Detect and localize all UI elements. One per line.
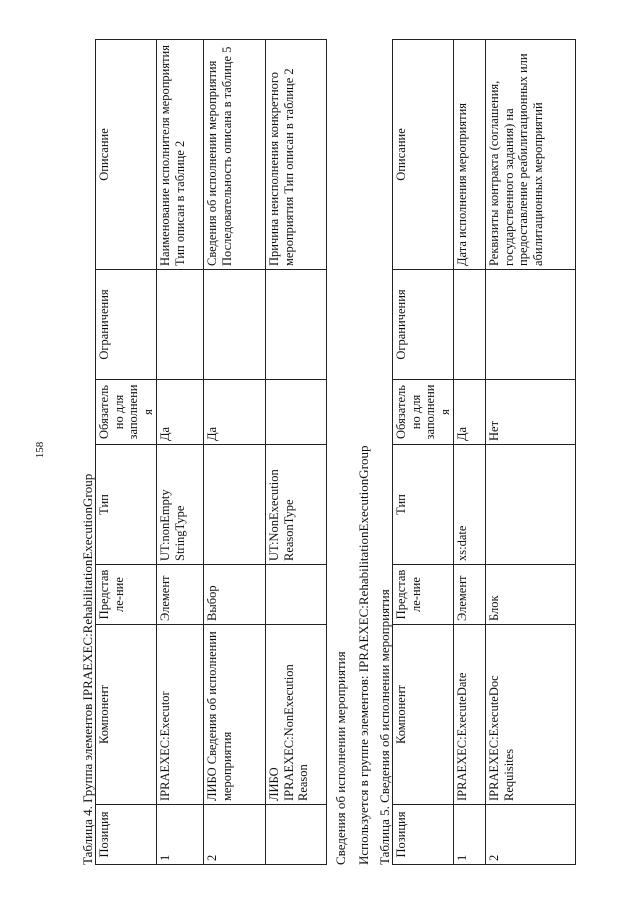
cell-type: UT:nonEmpty StringType — [157, 445, 204, 565]
cell-limits — [454, 270, 486, 380]
cell-required: Да — [157, 380, 204, 445]
table4-header-row — [96, 40, 157, 865]
table5-header-limits: Ограничения — [393, 270, 454, 380]
table-row — [454, 40, 486, 865]
table4-caption: Таблица 4. Группа элементов IPRAEXEC:RehabilitationExecutionGroup — [80, 473, 95, 865]
table5-header-type: Тип — [393, 445, 454, 565]
cell-required: Нет — [486, 380, 576, 445]
cell-position: 1 — [454, 805, 486, 865]
rotated-page-content — [80, 30, 640, 875]
section-heading: Сведения об исполнении мероприятия — [333, 651, 348, 865]
table4 — [95, 39, 327, 865]
cell-representation — [266, 565, 327, 625]
table4-header-required: Обязательно для заполнения — [96, 380, 157, 445]
cell-description: Сведения об исполнении мероприятия Последовательность описана в таблице 5 — [204, 40, 266, 270]
cell-limits — [486, 270, 576, 380]
table-row — [266, 40, 327, 865]
table-row — [204, 40, 266, 865]
cell-representation: Элемент — [454, 565, 486, 625]
table5-header-row — [393, 40, 454, 865]
cell-type: UT:NonExecution ReasonType — [266, 445, 327, 565]
cell-representation: Выбор — [204, 565, 266, 625]
cell-limits — [157, 270, 204, 380]
table5-header-required: Обязательно для заполнения — [393, 380, 454, 445]
cell-position: 1 — [157, 805, 204, 865]
cell-description: Реквизиты контракта (соглашения, государственного задания) на предоставление реабилитационных или абилитационных мероприятий — [486, 40, 576, 270]
table5-header-description: Описание — [393, 40, 454, 270]
cell-position: 2 — [204, 805, 266, 865]
table5 — [392, 39, 576, 865]
cell-component: IPRAEXEC:Executor — [157, 625, 204, 805]
cell-representation: Элемент — [157, 565, 204, 625]
cell-component: IPRAEXEC:ExecuteDoc Requisites — [486, 625, 576, 805]
cell-type — [204, 445, 266, 565]
cell-component: IPRAEXEC:ExecuteDate — [454, 625, 486, 805]
cell-component: ЛИБО IPRAEXEC:NonExecution Reason — [266, 625, 327, 805]
table4-header-component: Компонент — [96, 625, 157, 805]
table4-header-description: Описание — [96, 40, 157, 270]
cell-type: xs:date — [454, 445, 486, 565]
cell-required: Да — [454, 380, 486, 445]
cell-required — [266, 380, 327, 445]
cell-representation: Блок — [486, 565, 576, 625]
table-row — [486, 40, 576, 865]
cell-limits — [204, 270, 266, 380]
table4-header-limits: Ограничения — [96, 270, 157, 380]
table5-caption: Таблица 5. Сведения об исполнении мероприятия — [377, 589, 392, 865]
cell-position: 2 — [486, 805, 576, 865]
cell-limits — [266, 270, 327, 380]
table4-header-representation: Представле-ние — [96, 565, 157, 625]
page-number: 158 — [34, 441, 46, 459]
cell-type — [486, 445, 576, 565]
table-row — [157, 40, 204, 865]
table4-header-type: Тип — [96, 445, 157, 565]
cell-required: Да — [204, 380, 266, 445]
table5-header-representation: Представле-ние — [393, 565, 454, 625]
cell-description: Наименование исполнителя мероприятия Тип описан в таблице 2 — [157, 40, 204, 270]
cell-component: ЛИБО Сведения об исполнении мероприятия — [204, 625, 266, 805]
usage-note: Используется в группе элементов: IPRAEXEC:RehabilitationExecutionGroup — [356, 445, 371, 865]
cell-description: Дата исполнения мероприятия — [454, 40, 486, 270]
table4-header-position: Позиция — [96, 805, 157, 865]
table5-header-position: Позиция — [393, 805, 454, 865]
cell-description: Причина неисполнения конкретного мероприятия Тип описан в таблице 2 — [266, 40, 327, 270]
table5-header-component: Компонент — [393, 625, 454, 805]
cell-position — [266, 805, 327, 865]
